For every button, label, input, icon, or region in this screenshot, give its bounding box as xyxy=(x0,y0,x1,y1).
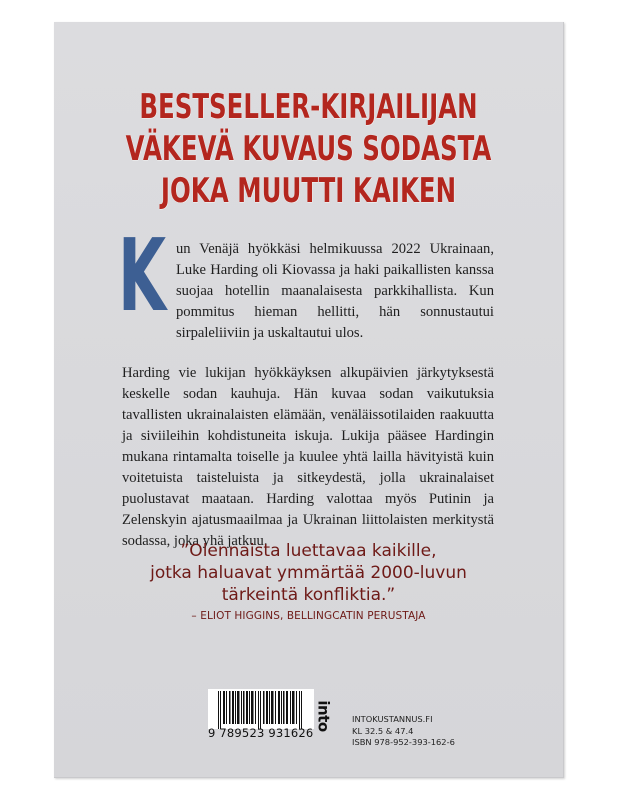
quote-line-3: tärkeintä konfliktia.” xyxy=(221,585,396,605)
isbn-barcode xyxy=(208,689,314,743)
drop-cap-letter: K xyxy=(118,217,167,334)
barcode-icon xyxy=(208,689,314,729)
intro-paragraph xyxy=(118,217,494,344)
description-paragraph: Harding vie lukijan hyökkäyksen alkupäivien järkytyksestä keskelle sodan kauhuja. Hän kuvaa sodan vaikutuksia tavallisten ukrainalaisten elämään, venäläissotilaiden raakuutta ja siviileihin kohdistuneita iskuja. Lukija pääsee Hardingin mukana rintamalta toiselle ja kuulee yhtä lailla hävityistä kuin voitetuista taisteluista ja sitkeydestä, jolla ukrainalaiset puolustavat maataan. Harding valottaa myös Putinin ja Zelenskyin ajatusmaailmaa ja Ukrainan liittolaisten merkitystä sodassa, joka yhä jatkuu. xyxy=(122,365,494,549)
headline xyxy=(125,86,491,212)
drop-cap xyxy=(118,217,167,334)
intro-paragraph-text: un Venäjä hyökkäsi helmikuussa 2022 Ukrainaan, Luke Harding oli Kiovassa ja haki paikallisten kanssa suojaa hotellin maanalaisesta parkkihallista. Kun pommitus hieman hellitti, hän sonnustautui sirpaleliiviin ja uskaltautui ulos. xyxy=(176,241,494,341)
headline-line-1: BESTSELLER-KIRJAILIJAN xyxy=(139,87,478,127)
barcode-number: 9 789523 931626 xyxy=(208,726,314,740)
classification-code: KL 32.5 & 47.4 xyxy=(352,725,414,736)
quote-line-1: ”Olennaista luettavaa kaikille, xyxy=(180,541,437,561)
blurb-quote xyxy=(54,540,563,606)
isbn-text: ISBN 978-952-393-162-6 xyxy=(352,737,455,747)
publisher-url: INTOKUSTANNUS.FI xyxy=(352,714,433,724)
publisher-logo xyxy=(316,702,336,732)
book-back-cover xyxy=(54,22,564,778)
publisher-logo-text: into xyxy=(314,700,333,732)
quote-line-2: jotka haluavat ymmärtää 2000-luvun xyxy=(150,563,467,583)
publisher-info xyxy=(352,714,455,749)
quote-attribution: – ELIOT HIGGINS, BELLINGCATIN PERUSTAJA xyxy=(191,610,426,622)
headline-line-2: VÄKEVÄ KUVAUS SODASTA xyxy=(125,129,492,169)
headline-line-3: JOKA MUUTTI KAIKEN xyxy=(160,171,457,211)
